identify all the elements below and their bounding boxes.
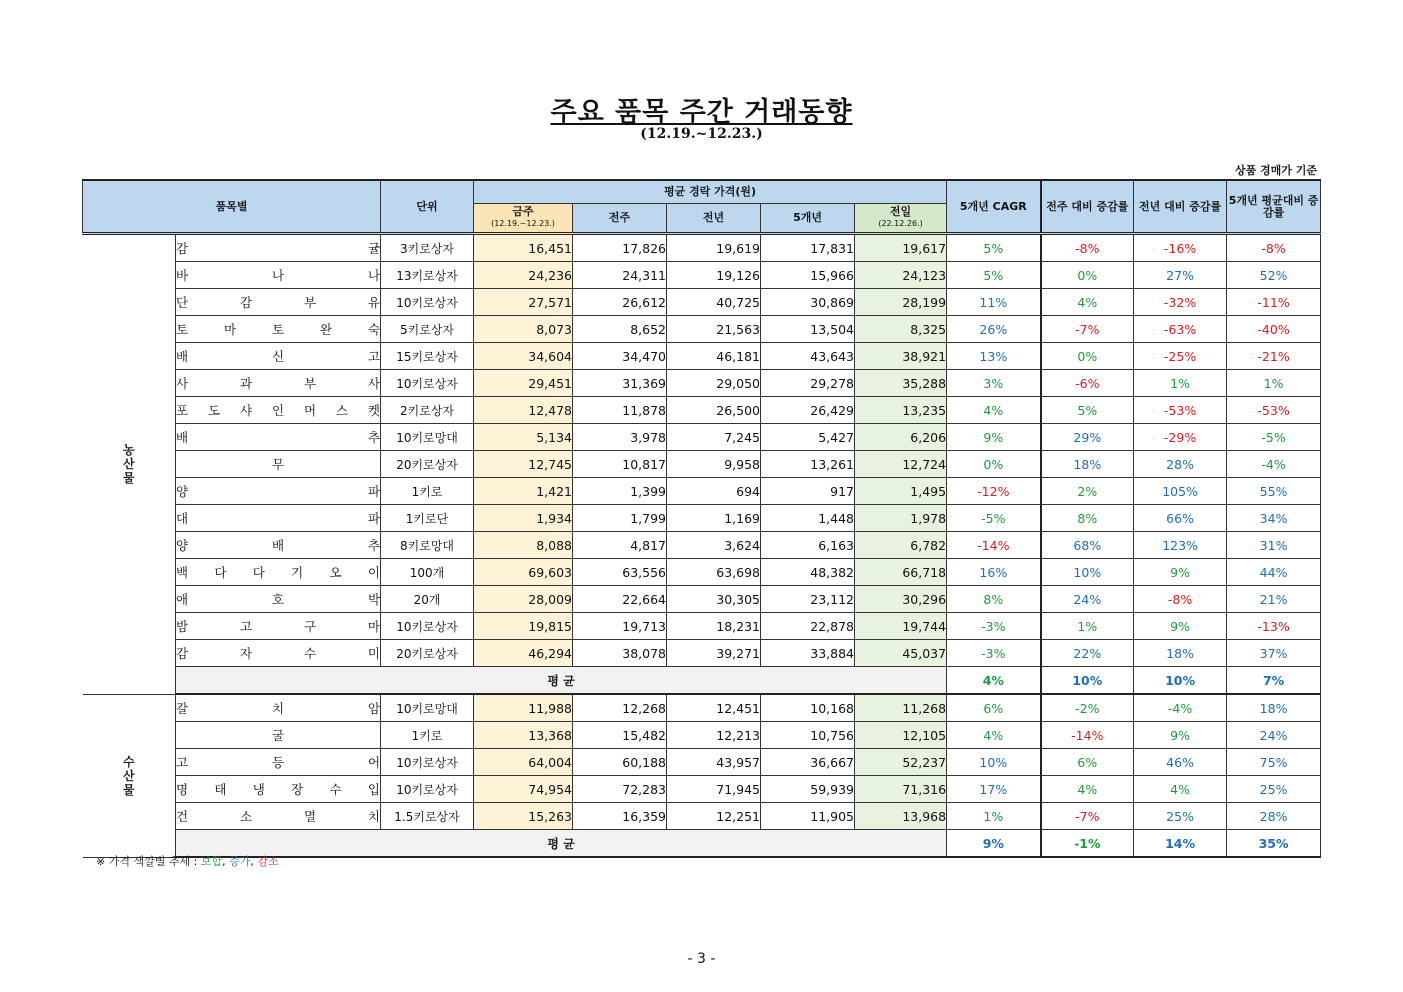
table-row <box>83 370 1321 397</box>
price-last-year: 21,563 <box>667 316 761 343</box>
unit-cell: 10키로상자 <box>381 613 474 640</box>
item-name: 갈 치 암 <box>176 694 381 722</box>
wow-change-cell: -8% <box>1041 234 1134 262</box>
price-prev-day: 6,206 <box>855 424 947 451</box>
price-prev-day: 35,288 <box>855 370 947 397</box>
price-prev-day: 11,268 <box>855 694 947 722</box>
wow-change-cell: -14% <box>1041 722 1134 749</box>
yoy-change-cell: 28% <box>1134 451 1227 478</box>
item-name: 무 <box>176 451 381 478</box>
cagr-cell: 3% <box>947 370 1041 397</box>
wow-change-cell: 68% <box>1041 532 1134 559</box>
price-basis-note: 상품 경매가 기준 <box>1234 164 1317 177</box>
average-label: 평 균 <box>176 830 947 858</box>
unit-cell: 20키로상자 <box>381 640 474 667</box>
price-prev-day: 1,495 <box>855 478 947 505</box>
average-wow-cell: -1% <box>1041 830 1134 858</box>
cagr-cell: 6% <box>947 694 1041 722</box>
header-yoy: 전년 대비 증감률 <box>1134 180 1227 234</box>
unit-cell: 10키로망대 <box>381 424 474 451</box>
price-five-year: 29,278 <box>761 370 855 397</box>
wow-change-cell: 8% <box>1041 505 1134 532</box>
yoy-change-cell: -8% <box>1134 586 1227 613</box>
price-prev-day: 12,724 <box>855 451 947 478</box>
price-prev-day: 13,235 <box>855 397 947 424</box>
table-row <box>83 694 1321 722</box>
average-yoy-cell: 10% <box>1134 667 1227 695</box>
price-five-year: 48,382 <box>761 559 855 586</box>
price-prev-day: 38,921 <box>855 343 947 370</box>
price-five-year: 33,884 <box>761 640 855 667</box>
table-row <box>83 505 1321 532</box>
wow-change-cell: 18% <box>1041 451 1134 478</box>
price-last-year: 26,500 <box>667 397 761 424</box>
price-five-year: 26,429 <box>761 397 855 424</box>
category-cell: 농산물 <box>83 234 176 695</box>
price-prev-day: 30,296 <box>855 586 947 613</box>
average-label: 평 균 <box>176 667 947 695</box>
wow-change-cell: -2% <box>1041 694 1134 722</box>
cagr-cell: 0% <box>947 451 1041 478</box>
unit-cell: 1키로 <box>381 722 474 749</box>
cagr-cell: -3% <box>947 640 1041 667</box>
yoy-change-cell: -25% <box>1134 343 1227 370</box>
cagr-cell: 9% <box>947 424 1041 451</box>
yoy-change-cell: 18% <box>1134 640 1227 667</box>
price-five-year: 5,427 <box>761 424 855 451</box>
price-this-week: 12,478 <box>474 397 573 424</box>
table-body <box>83 234 1321 858</box>
yoy-change-cell: 46% <box>1134 749 1227 776</box>
item-name: 애 호 박 <box>176 586 381 613</box>
vs5y-change-cell: 18% <box>1227 694 1321 722</box>
price-five-year: 11,905 <box>761 803 855 830</box>
table-row <box>83 532 1321 559</box>
item-name: 백 다 다 기 오 이 <box>176 559 381 586</box>
vs5y-change-cell: 25% <box>1227 776 1321 803</box>
price-last-year: 43,957 <box>667 749 761 776</box>
yoy-change-cell: -63% <box>1134 316 1227 343</box>
item-name: 명 태 냉 장 수 입 <box>176 776 381 803</box>
vs5y-change-cell: -53% <box>1227 397 1321 424</box>
table-row <box>83 722 1321 749</box>
yoy-change-cell: 1% <box>1134 370 1227 397</box>
vs5y-change-cell: 52% <box>1227 262 1321 289</box>
price-prev-day: 24,123 <box>855 262 947 289</box>
cagr-cell: 13% <box>947 343 1041 370</box>
price-five-year: 6,163 <box>761 532 855 559</box>
table-row <box>83 262 1321 289</box>
average-yoy-cell: 14% <box>1134 830 1227 858</box>
price-last-week: 26,612 <box>573 289 667 316</box>
yoy-change-cell: -32% <box>1134 289 1227 316</box>
vs5y-change-cell: 37% <box>1227 640 1321 667</box>
wow-change-cell: 0% <box>1041 262 1134 289</box>
table-row <box>83 451 1321 478</box>
price-this-week: 13,368 <box>474 722 573 749</box>
price-this-week: 24,236 <box>474 262 573 289</box>
vs5y-change-cell: -5% <box>1227 424 1321 451</box>
cagr-cell: -12% <box>947 478 1041 505</box>
average-v5-cell: 7% <box>1227 667 1321 695</box>
price-last-week: 8,652 <box>573 316 667 343</box>
price-prev-day: 66,718 <box>855 559 947 586</box>
cagr-cell: 5% <box>947 234 1041 262</box>
price-five-year: 30,869 <box>761 289 855 316</box>
table-row <box>83 343 1321 370</box>
wow-change-cell: -7% <box>1041 316 1134 343</box>
price-this-week: 1,421 <box>474 478 573 505</box>
yoy-change-cell: -29% <box>1134 424 1227 451</box>
price-last-year: 19,126 <box>667 262 761 289</box>
table-row <box>83 478 1321 505</box>
price-prev-day: 8,325 <box>855 316 947 343</box>
yoy-change-cell: 123% <box>1134 532 1227 559</box>
price-five-year: 13,261 <box>761 451 855 478</box>
price-last-week: 31,369 <box>573 370 667 397</box>
header-unit: 단위 <box>381 180 474 234</box>
item-name: 단 감 부 유 <box>176 289 381 316</box>
vs5y-change-cell: -8% <box>1227 234 1321 262</box>
item-name: 배 추 <box>176 424 381 451</box>
price-last-year: 694 <box>667 478 761 505</box>
wow-change-cell: 24% <box>1041 586 1134 613</box>
color-legend-note: ※ 가격 색깔별 추세 : 보합, 증가, 감소 <box>96 855 279 868</box>
price-five-year: 10,168 <box>761 694 855 722</box>
price-five-year: 10,756 <box>761 722 855 749</box>
price-last-year: 12,213 <box>667 722 761 749</box>
unit-cell: 3키로상자 <box>381 234 474 262</box>
unit-cell: 10키로상자 <box>381 289 474 316</box>
vs5y-change-cell: 34% <box>1227 505 1321 532</box>
price-this-week: 8,088 <box>474 532 573 559</box>
price-last-year: 63,698 <box>667 559 761 586</box>
price-this-week: 12,745 <box>474 451 573 478</box>
unit-cell: 100개 <box>381 559 474 586</box>
unit-cell: 8키로망대 <box>381 532 474 559</box>
cagr-cell: 5% <box>947 262 1041 289</box>
price-this-week: 69,603 <box>474 559 573 586</box>
price-this-week: 5,134 <box>474 424 573 451</box>
price-last-week: 60,188 <box>573 749 667 776</box>
table-row <box>83 316 1321 343</box>
unit-cell: 1키로단 <box>381 505 474 532</box>
price-last-week: 15,482 <box>573 722 667 749</box>
item-name: 토 마 토 완 숙 <box>176 316 381 343</box>
item-name: 사 과 부 사 <box>176 370 381 397</box>
price-prev-day: 19,744 <box>855 613 947 640</box>
legend-up: 증가 <box>229 855 251 868</box>
price-this-week: 8,073 <box>474 316 573 343</box>
header-wow: 전주 대비 증감률 <box>1041 180 1134 234</box>
header-item: 품목별 <box>83 180 381 234</box>
item-name: 양 배 추 <box>176 532 381 559</box>
wow-change-cell: 10% <box>1041 559 1134 586</box>
wow-change-cell: 6% <box>1041 749 1134 776</box>
vs5y-change-cell: 31% <box>1227 532 1321 559</box>
cagr-cell: 1% <box>947 803 1041 830</box>
price-last-week: 4,817 <box>573 532 667 559</box>
price-last-week: 19,713 <box>573 613 667 640</box>
wow-change-cell: 5% <box>1041 397 1134 424</box>
header-last-week: 전주 <box>573 204 667 234</box>
price-last-year: 29,050 <box>667 370 761 397</box>
price-last-week: 34,470 <box>573 343 667 370</box>
price-this-week: 11,988 <box>474 694 573 722</box>
price-last-year: 3,624 <box>667 532 761 559</box>
cagr-cell: 26% <box>947 316 1041 343</box>
item-name: 배 신 고 <box>176 343 381 370</box>
price-prev-day: 52,237 <box>855 749 947 776</box>
table-row <box>83 397 1321 424</box>
item-name: 감 자 수 미 <box>176 640 381 667</box>
unit-cell: 15키로상자 <box>381 343 474 370</box>
price-this-week: 1,934 <box>474 505 573 532</box>
header-vs5y: 5개년 평균대비 증감률 <box>1227 180 1321 234</box>
price-last-week: 63,556 <box>573 559 667 586</box>
price-prev-day: 71,316 <box>855 776 947 803</box>
yoy-change-cell: 105% <box>1134 478 1227 505</box>
price-last-year: 30,305 <box>667 586 761 613</box>
table-row <box>83 613 1321 640</box>
table-row <box>83 424 1321 451</box>
cagr-cell: -3% <box>947 613 1041 640</box>
table-row <box>83 776 1321 803</box>
price-last-year: 18,231 <box>667 613 761 640</box>
item-name: 굴 <box>176 722 381 749</box>
wow-change-cell: -7% <box>1041 803 1134 830</box>
item-name: 양 파 <box>176 478 381 505</box>
price-last-week: 22,664 <box>573 586 667 613</box>
price-last-year: 46,181 <box>667 343 761 370</box>
price-last-year: 19,619 <box>667 234 761 262</box>
table-row <box>83 289 1321 316</box>
price-prev-day: 13,968 <box>855 803 947 830</box>
price-this-week: 28,009 <box>474 586 573 613</box>
legend-flat: 보합 <box>200 855 223 868</box>
item-name: 바 나 나 <box>176 262 381 289</box>
vs5y-change-cell: -21% <box>1227 343 1321 370</box>
header-prev-day: 전일 (22.12.26.) <box>855 204 947 234</box>
price-five-year: 15,966 <box>761 262 855 289</box>
average-row <box>83 667 1321 695</box>
price-this-week: 46,294 <box>474 640 573 667</box>
yoy-change-cell: -53% <box>1134 397 1227 424</box>
price-five-year: 17,831 <box>761 234 855 262</box>
unit-cell: 5키로상자 <box>381 316 474 343</box>
vs5y-change-cell: -4% <box>1227 451 1321 478</box>
legend-down: 감소 <box>257 855 279 868</box>
price-last-week: 11,878 <box>573 397 667 424</box>
price-last-week: 1,799 <box>573 505 667 532</box>
price-last-week: 1,399 <box>573 478 667 505</box>
table-row <box>83 559 1321 586</box>
average-cagr-cell: 4% <box>947 667 1041 695</box>
cagr-cell: 11% <box>947 289 1041 316</box>
cagr-cell: 8% <box>947 586 1041 613</box>
vs5y-change-cell: -40% <box>1227 316 1321 343</box>
item-name: 감 귤 <box>176 234 381 262</box>
item-name: 포 도 샤 인 머 스 켓 <box>176 397 381 424</box>
vs5y-change-cell: 21% <box>1227 586 1321 613</box>
unit-cell: 2키로상자 <box>381 397 474 424</box>
price-this-week: 34,604 <box>474 343 573 370</box>
header-this-week: 금주 (12.19.~12.23.) <box>474 204 573 234</box>
price-this-week: 29,451 <box>474 370 573 397</box>
average-v5-cell: 35% <box>1227 830 1321 858</box>
header-avg-price: 평균 경락 가격(원) <box>474 180 947 204</box>
category-cell: 수산물 <box>83 694 176 857</box>
table-row <box>83 234 1321 262</box>
vs5y-change-cell: 1% <box>1227 370 1321 397</box>
wow-change-cell: 22% <box>1041 640 1134 667</box>
price-last-year: 12,451 <box>667 694 761 722</box>
average-cagr-cell: 9% <box>947 830 1041 858</box>
report-period: (12.19.~12.23.) <box>640 126 763 142</box>
price-last-year: 71,945 <box>667 776 761 803</box>
price-prev-day: 1,978 <box>855 505 947 532</box>
yoy-change-cell: 66% <box>1134 505 1227 532</box>
price-last-year: 12,251 <box>667 803 761 830</box>
price-last-week: 17,826 <box>573 234 667 262</box>
cagr-cell: 4% <box>947 722 1041 749</box>
price-this-week: 15,263 <box>474 803 573 830</box>
yoy-change-cell: -16% <box>1134 234 1227 262</box>
yoy-change-cell: 25% <box>1134 803 1227 830</box>
header-last-year: 전년 <box>667 204 761 234</box>
unit-cell: 13키로상자 <box>381 262 474 289</box>
price-prev-day: 28,199 <box>855 289 947 316</box>
item-name: 고 등 어 <box>176 749 381 776</box>
price-last-week: 3,978 <box>573 424 667 451</box>
page-title: 주요 품목 주간 거래동향 <box>550 97 853 128</box>
wow-change-cell: 0% <box>1041 343 1134 370</box>
price-last-year: 40,725 <box>667 289 761 316</box>
weekly-trade-table <box>82 179 1321 858</box>
price-last-year: 9,958 <box>667 451 761 478</box>
vs5y-change-cell: -11% <box>1227 289 1321 316</box>
price-last-year: 39,271 <box>667 640 761 667</box>
wow-change-cell: 4% <box>1041 776 1134 803</box>
table-row <box>83 803 1321 830</box>
unit-cell: 10키로망대 <box>381 694 474 722</box>
vs5y-change-cell: 55% <box>1227 478 1321 505</box>
wow-change-cell: 4% <box>1041 289 1134 316</box>
yoy-change-cell: 4% <box>1134 776 1227 803</box>
price-this-week: 74,954 <box>474 776 573 803</box>
price-this-week: 19,815 <box>474 613 573 640</box>
price-prev-day: 19,617 <box>855 234 947 262</box>
wow-change-cell: 1% <box>1041 613 1134 640</box>
unit-cell: 10키로상자 <box>381 776 474 803</box>
item-name: 대 파 <box>176 505 381 532</box>
vs5y-change-cell: -13% <box>1227 613 1321 640</box>
price-this-week: 64,004 <box>474 749 573 776</box>
unit-cell: 20개 <box>381 586 474 613</box>
page-number: - 3 - <box>687 951 716 967</box>
price-five-year: 43,643 <box>761 343 855 370</box>
cagr-cell: 17% <box>947 776 1041 803</box>
price-last-year: 7,245 <box>667 424 761 451</box>
vs5y-change-cell: 44% <box>1227 559 1321 586</box>
price-last-week: 24,311 <box>573 262 667 289</box>
header-cagr: 5개년 CAGR <box>947 180 1041 234</box>
price-last-week: 72,283 <box>573 776 667 803</box>
price-five-year: 22,878 <box>761 613 855 640</box>
price-prev-day: 12,105 <box>855 722 947 749</box>
table-row <box>83 586 1321 613</box>
price-five-year: 917 <box>761 478 855 505</box>
yoy-change-cell: 27% <box>1134 262 1227 289</box>
item-name: 밤 고 구 마 <box>176 613 381 640</box>
price-five-year: 59,939 <box>761 776 855 803</box>
unit-cell: 10키로상자 <box>381 370 474 397</box>
cagr-cell: 10% <box>947 749 1041 776</box>
price-prev-day: 45,037 <box>855 640 947 667</box>
price-this-week: 16,451 <box>474 234 573 262</box>
yoy-change-cell: 9% <box>1134 559 1227 586</box>
price-last-week: 38,078 <box>573 640 667 667</box>
unit-cell: 10키로상자 <box>381 749 474 776</box>
table-row <box>83 749 1321 776</box>
wow-change-cell: 29% <box>1041 424 1134 451</box>
average-wow-cell: 10% <box>1041 667 1134 695</box>
yoy-change-cell: -4% <box>1134 694 1227 722</box>
unit-cell: 20키로상자 <box>381 451 474 478</box>
price-last-week: 12,268 <box>573 694 667 722</box>
price-last-week: 10,817 <box>573 451 667 478</box>
vs5y-change-cell: 24% <box>1227 722 1321 749</box>
cagr-cell: 4% <box>947 397 1041 424</box>
price-five-year: 13,504 <box>761 316 855 343</box>
vs5y-change-cell: 28% <box>1227 803 1321 830</box>
vs5y-change-cell: 75% <box>1227 749 1321 776</box>
table-row <box>83 640 1321 667</box>
price-this-week: 27,571 <box>474 289 573 316</box>
yoy-change-cell: 9% <box>1134 613 1227 640</box>
cagr-cell: -5% <box>947 505 1041 532</box>
price-five-year: 23,112 <box>761 586 855 613</box>
price-last-week: 16,359 <box>573 803 667 830</box>
cagr-cell: -14% <box>947 532 1041 559</box>
header-five-year: 5개년 <box>761 204 855 234</box>
price-five-year: 36,667 <box>761 749 855 776</box>
cagr-cell: 16% <box>947 559 1041 586</box>
price-last-year: 1,169 <box>667 505 761 532</box>
wow-change-cell: 2% <box>1041 478 1134 505</box>
yoy-change-cell: 9% <box>1134 722 1227 749</box>
unit-cell: 1키로 <box>381 478 474 505</box>
unit-cell: 1.5키로상자 <box>381 803 474 830</box>
price-prev-day: 6,782 <box>855 532 947 559</box>
wow-change-cell: -6% <box>1041 370 1134 397</box>
price-five-year: 1,448 <box>761 505 855 532</box>
item-name: 건 소 멸 치 <box>176 803 381 830</box>
